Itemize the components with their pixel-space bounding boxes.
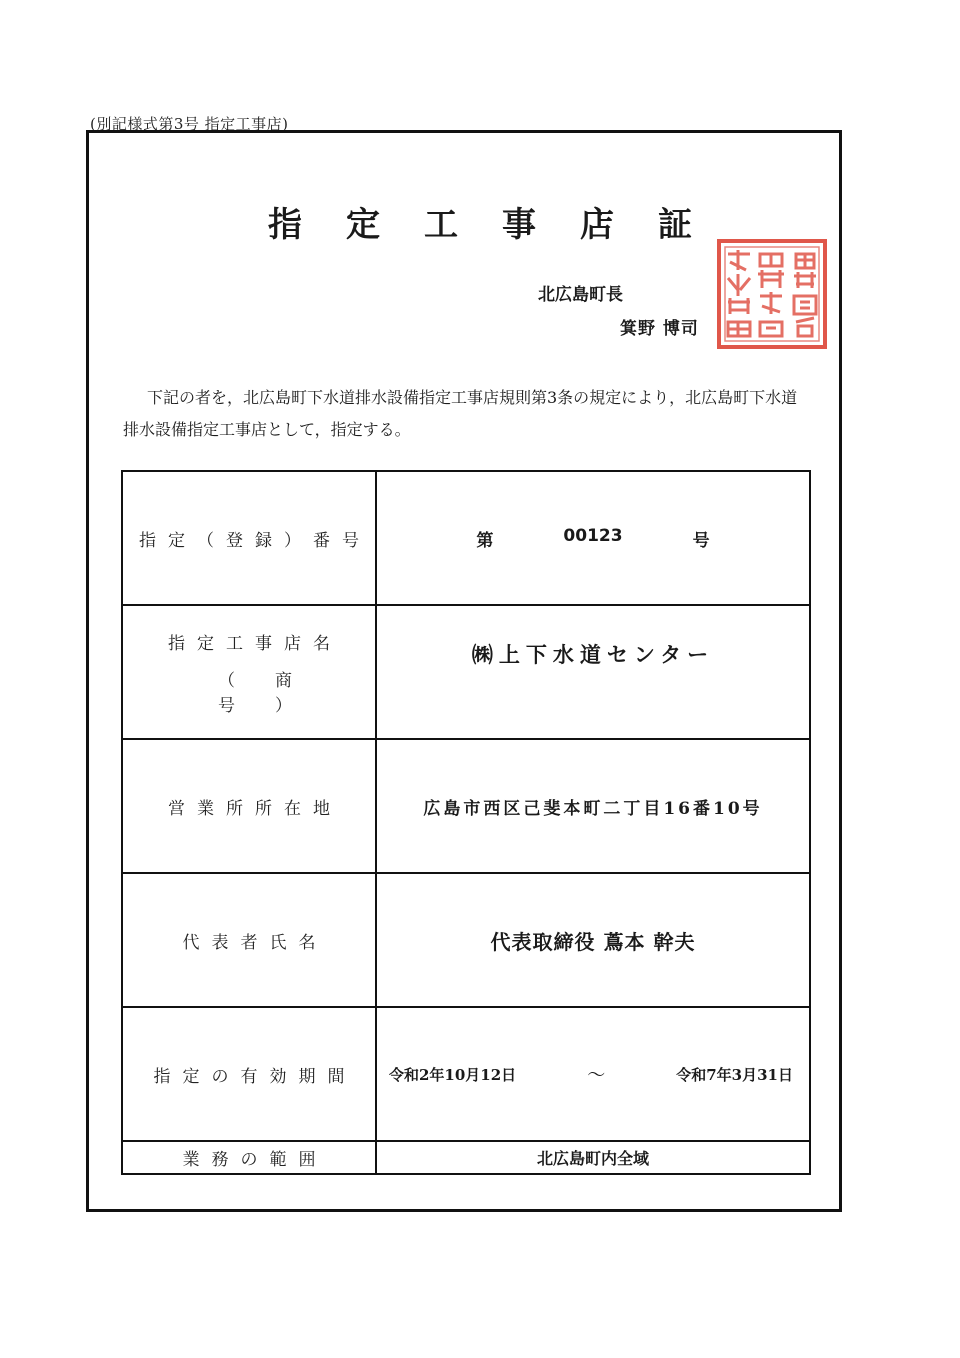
- table-row-office-address: [122, 739, 810, 873]
- designation-statement: 下記の者を，北広島町下水道排水設備指定工事店規則第3条の規定により，北広島町下水道排水設備指定工事店として，指定する。: [123, 388, 798, 439]
- certificate-title: 指定工事店証: [268, 205, 736, 245]
- details-table: [121, 470, 811, 1175]
- registration-number: 00123: [563, 525, 623, 546]
- representative-cell: [376, 873, 810, 1007]
- shop-name-label-cell: [122, 605, 376, 739]
- validity-start-date: 令和2年10月12日: [389, 1065, 517, 1084]
- official-seal-icon: [716, 238, 828, 350]
- form-number-label: (別記様式第3号 指定工事店): [90, 115, 289, 133]
- table-row-business-scope: [122, 1141, 810, 1174]
- validity-period-label: 指定の有効期間: [122, 1007, 376, 1141]
- table-row-registration-number: [122, 471, 810, 605]
- office-address-value: 広島市西区己斐本町二丁目16番10号: [423, 798, 763, 819]
- shop-name-value: ㈱上下水道センター: [471, 642, 715, 667]
- shop-name-label: 指定工事店名: [168, 633, 342, 654]
- table-row-representative: [122, 873, 810, 1007]
- table-row-shop-name: [122, 605, 810, 739]
- representative-label: 代表者氏名: [122, 873, 376, 1007]
- validity-separator: ～: [587, 1065, 606, 1086]
- table-row-validity-period: [122, 1007, 810, 1141]
- business-scope-cell: [376, 1141, 810, 1174]
- business-scope-value: 北広島町内全域: [536, 1149, 649, 1168]
- representative-value: 代表取締役 蔦本 幹夫: [490, 929, 696, 954]
- registration-number-label: 指定（登録）番号: [122, 471, 376, 605]
- office-address-cell: [376, 739, 810, 873]
- validity-period-cell: [376, 1007, 810, 1141]
- registration-prefix: 第: [476, 530, 494, 551]
- validity-end-date: 令和7年3月31日: [676, 1065, 793, 1084]
- issuer-name: 箕野 博司: [620, 319, 699, 339]
- issuer-office: 北広島町長: [538, 285, 623, 305]
- shop-name-sublabel: （商号）: [218, 670, 332, 716]
- registration-number-cell: [376, 471, 810, 605]
- business-scope-label: 業務の範囲: [122, 1141, 376, 1174]
- office-address-label: 営業所所在地: [122, 739, 376, 873]
- registration-suffix: 号: [692, 530, 710, 551]
- shop-name-cell: [376, 605, 810, 739]
